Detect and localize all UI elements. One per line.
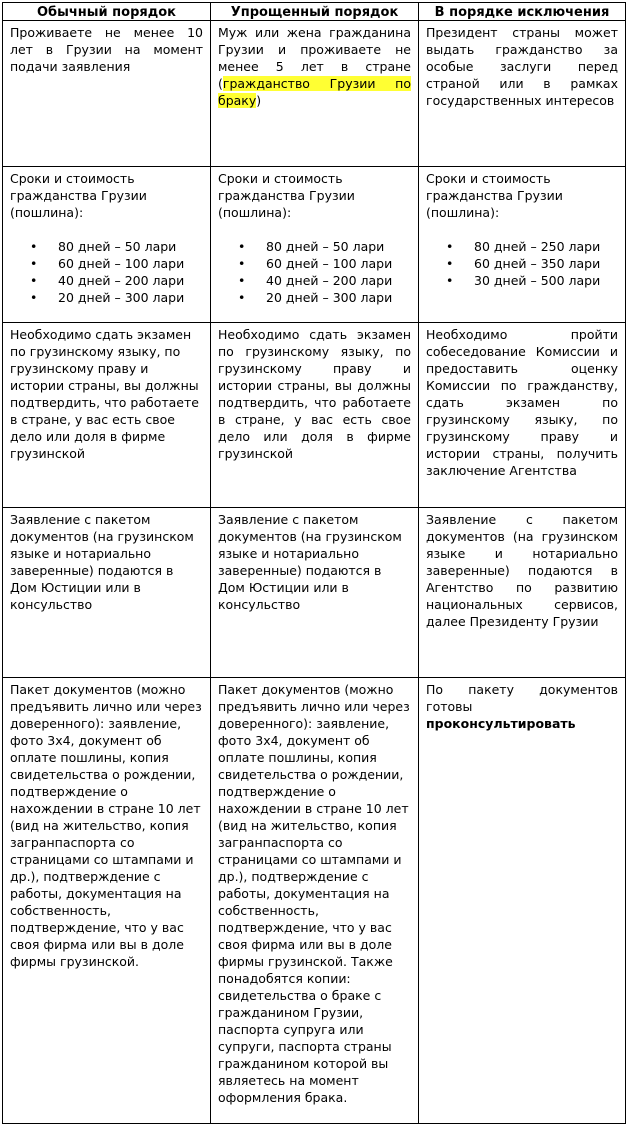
fee-item: • 40 дней – 200 лари bbox=[218, 272, 411, 289]
fee-item: • 80 дней – 50 лари bbox=[10, 238, 203, 255]
fees-ordinary bbox=[2, 166, 211, 323]
exam-exceptional: Необходимо пройти собеседование Комиссии и предоставить оценку Комиссии по гражданству, сдать экзамен по грузинскому языку, по грузинскому праву и истории страны, получить заключение Агентства bbox=[418, 322, 626, 508]
documents-exceptional-text: По пакету документов готовы bbox=[426, 682, 618, 714]
eligibility-simplified bbox=[210, 20, 419, 167]
header-ordinary: Обычный порядок bbox=[2, 2, 211, 21]
eligibility-simplified-end: ) bbox=[256, 93, 262, 108]
header-exceptional: В порядке исключения bbox=[418, 2, 626, 21]
fee-item: • 60 дней – 100 лари bbox=[218, 255, 411, 272]
eligibility-simplified-text: Муж или жена гражданина Грузии и проживаете не менее 5 лет в стране ( bbox=[218, 25, 411, 91]
eligibility-exceptional: Президент страны может выдать гражданство за особые заслуги перед страной или в рамках государственных интересов bbox=[418, 20, 626, 167]
exam-simplified: Необходимо сдать экзамен по грузинскому языку, по грузинскому праву и истории страны, вы должны подтвердить, что работаете в стране, у вас есть свое дело или доля в фирме грузинской bbox=[210, 322, 419, 508]
fees-title: Сроки и стоимость гражданства Грузии (пошлина): bbox=[218, 171, 355, 220]
fees-simplified bbox=[210, 166, 419, 323]
submission-simplified: Заявление с пакетом документов (на грузинском языке и нотариально заверенные) подаются в Дом Юстиции или в консульство bbox=[210, 507, 419, 678]
submission-exceptional: Заявление с пакетом документов (на грузинском языке и нотариально заверенные) подаются в Агентство по развитию национальных сервисов, далее Президенту Грузии bbox=[418, 507, 626, 678]
eligibility-ordinary: Проживаете не менее 10 лет в Грузии на момент подачи заявления bbox=[2, 20, 211, 167]
consult-bold-text: проконсультировать bbox=[426, 716, 576, 731]
header-simplified: Упрощенный порядок bbox=[210, 2, 419, 21]
highlighted-marriage-citizenship: гражданство Грузии по браку bbox=[218, 76, 411, 108]
fee-item: • 20 дней – 300 лари bbox=[10, 289, 203, 306]
submission-ordinary: Заявление с пакетом документов (на грузинском языке и нотариально заверенные) подаются в Дом Юстиции или в консульство bbox=[2, 507, 211, 678]
documents-ordinary: Пакет документов (можно предъявить лично или через доверенного): заявление, фото 3х4, документ об оплате пошлины, копия свидетельства о рождении, подтверждение о нахождении в стране 10 лет (вид на жительство, копия загранпаспорта со страницами со штампами и др.), подтверждение с работы, документация на собственность, подтверждение, что у вас своя фирма или вы в доле фирмы грузинской. bbox=[2, 677, 211, 1124]
documents-simplified: Пакет документов (можно предъявить лично или через доверенного): заявление, фото 3х4, документ об оплате пошлины, копия свидетельства о рождении, подтверждение о нахождении в стране 10 лет (вид на жительство, копия загранпаспорта со страницами со штампами и др.), подтверждение с работы, документация на собственность, подтверждение, что у вас своя фирма или вы в доле фирмы грузинской. Также понадобятся копии: свидетельства о браке с гражданином Грузии, паспорта супруга или супруги, паспорта страны гражданином которой вы являетесь на момент оформления брака. bbox=[210, 677, 419, 1124]
fee-item: • 60 дней – 100 лари bbox=[10, 255, 203, 272]
fees-list-ordinary bbox=[10, 238, 203, 306]
fee-item: • 60 дней – 350 лари bbox=[426, 255, 618, 272]
fees-list-exceptional bbox=[426, 238, 618, 289]
fee-item: • 40 дней – 200 лари bbox=[10, 272, 203, 289]
fees-title: Сроки и стоимость гражданства Грузии (пошлина): bbox=[426, 171, 563, 220]
fee-item: • 20 дней – 300 лари bbox=[218, 289, 411, 306]
fees-exceptional bbox=[418, 166, 626, 323]
documents-exceptional bbox=[418, 677, 626, 1124]
exam-ordinary: Необходимо сдать экзамен по грузинскому языку, по грузинскому праву и истории страны, вы должны подтвердить, что работаете в стране, у вас есть свое дело или доля в фирме грузинской bbox=[2, 322, 211, 508]
fees-title: Сроки и стоимость гражданства Грузии (пошлина): bbox=[10, 171, 147, 220]
fee-item: • 80 дней – 250 лари bbox=[426, 238, 618, 255]
fees-list-simplified bbox=[218, 238, 411, 306]
fee-item: • 30 дней – 500 лари bbox=[426, 272, 618, 289]
citizenship-comparison-table bbox=[2, 2, 626, 1124]
fee-item: • 80 дней – 50 лари bbox=[218, 238, 411, 255]
